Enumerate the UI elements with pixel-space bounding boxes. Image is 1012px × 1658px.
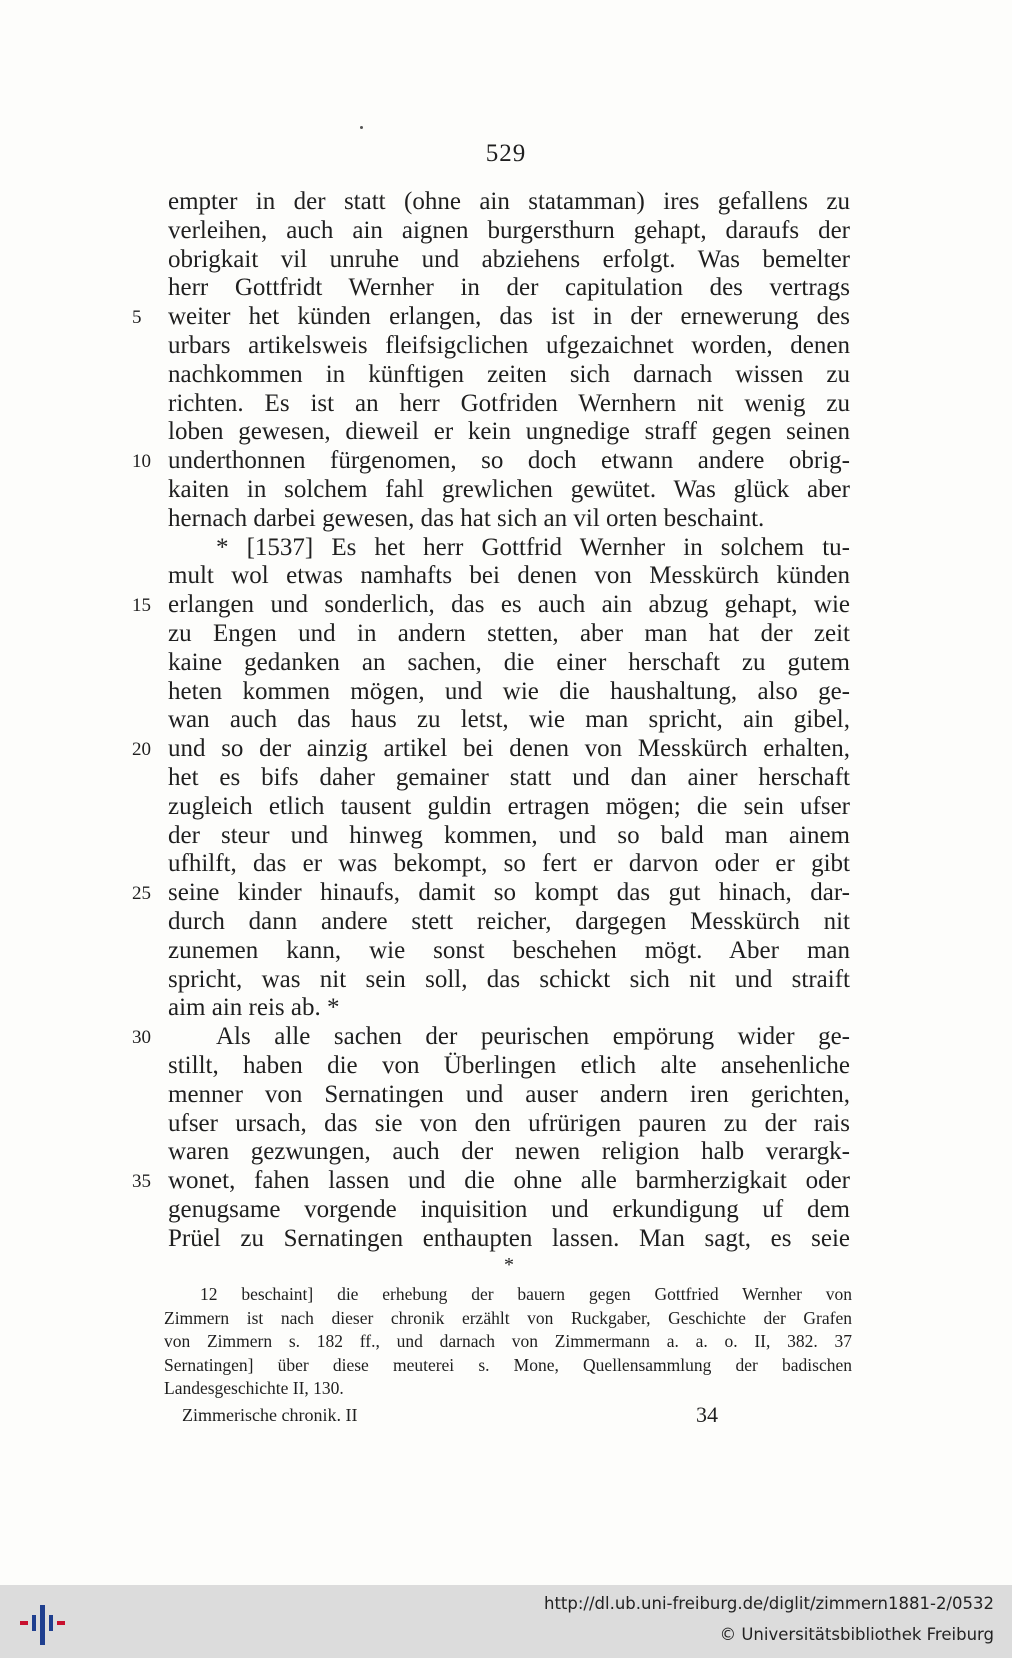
text-line bbox=[168, 706, 850, 735]
line-text: nachkommen in künftigen zeiten sich darnach wissen zu bbox=[168, 360, 850, 388]
text-line bbox=[168, 1081, 850, 1110]
text-line bbox=[168, 850, 850, 879]
line-number: 5 bbox=[132, 307, 142, 329]
speck-mark bbox=[360, 126, 363, 129]
line-text: menner von Sernatingen und auser andern iren gerichten, bbox=[168, 1080, 850, 1108]
text-line bbox=[168, 390, 850, 419]
footnotes bbox=[164, 1283, 852, 1401]
line-number: 35 bbox=[132, 1171, 151, 1193]
line-text: het es bifs daher gemainer statt und dan ainer herschaft bbox=[168, 763, 850, 791]
line-number: 30 bbox=[132, 1027, 151, 1049]
text-line bbox=[168, 1225, 850, 1254]
text-line bbox=[168, 246, 850, 275]
line-text: wan auch das haus zu letst, wie man spricht, ain gibel, bbox=[168, 706, 850, 734]
line-text: richten. Es ist an herr Gotfriden Wernhern nit wenig zu bbox=[168, 389, 850, 417]
footnote-line: 12 beschaint] die erhebung der bauern gegen Gottfried Wernher von bbox=[200, 1284, 852, 1304]
text-line bbox=[168, 620, 850, 649]
line-text: ufser ursach, das sie von den ufrürigen pauren zu der rais bbox=[168, 1109, 850, 1137]
line-text: herr Gottfridt Wernher in der capitulation des vertrags bbox=[168, 274, 850, 302]
footnote-line: Landesgeschichte II, 130. bbox=[164, 1378, 344, 1398]
text-line bbox=[132, 735, 850, 764]
line-text: empter in der statt (ohne ain statamman) ires gefallens zu bbox=[168, 188, 850, 215]
line-text: weiter het künden erlangen, das ist in der ernewerung des bbox=[168, 303, 850, 331]
text-line bbox=[132, 447, 850, 476]
line-number: 20 bbox=[132, 739, 151, 761]
line-text: loben gewesen, dieweil er kein ungnedige straff gegen seinen bbox=[168, 418, 850, 446]
text-line bbox=[168, 534, 850, 563]
line-number: 10 bbox=[132, 451, 151, 473]
line-text: mult wol etwas namhafts bei denen von Messkürch künden bbox=[168, 562, 850, 590]
ub-freiburg-logo-icon[interactable] bbox=[20, 1601, 68, 1645]
line-text: waren gezwungen, auch der newen religion halb verargk- bbox=[168, 1138, 850, 1166]
text-line bbox=[168, 649, 850, 678]
line-text: aim ain reis ab. * bbox=[168, 994, 340, 1022]
line-text: obrigkait vil unruhe und abziehens erfolgt. Was bemelter bbox=[168, 245, 850, 273]
text-line bbox=[132, 591, 850, 620]
line-text: wonet, fahen lassen und die ohne alle barmherzigkait oder bbox=[168, 1167, 850, 1195]
permalink-url[interactable]: http://dl.ub.uni-freiburg.de/diglit/zimmern1881-2/0532 bbox=[544, 1594, 994, 1613]
line-text: seine kinder hinaufs, damit so kompt das gut hinach, dar- bbox=[168, 879, 850, 907]
line-text: stillt, haben die von Überlingen etlich alte ansehenliche bbox=[168, 1051, 850, 1079]
text-line bbox=[168, 678, 850, 707]
text-line bbox=[168, 418, 850, 447]
copyright-notice: © Universitätsbibliothek Freiburg bbox=[719, 1625, 994, 1644]
text-line bbox=[168, 937, 850, 966]
footnote-line: Zimmern ist nach dieser chronik erzählt von Ruckgaber, Geschichte der Grafen bbox=[164, 1307, 852, 1328]
body-text bbox=[132, 188, 850, 1277]
line-text: kaiten in solchem fahl grewlichen gewütet. Was glück aber bbox=[168, 475, 850, 503]
viewer-footer bbox=[0, 1585, 1012, 1658]
line-text: hernach darbei gewesen, das hat sich an vil orten beschaint. bbox=[168, 504, 765, 532]
page-number: 529 bbox=[485, 140, 527, 167]
line-number: 25 bbox=[132, 883, 151, 905]
line-text: underthonnen fürgenomen, so doch etwann andere obrig- bbox=[168, 447, 850, 475]
line-text: Als alle sachen der peurischen empörung wider ge- bbox=[216, 1023, 850, 1051]
text-line bbox=[168, 476, 850, 505]
line-text: genugsame vorgende inquisition und erkundigung uf dem bbox=[168, 1195, 850, 1223]
line-text: durch dann andere stett reicher, dargegen Messkürch nit bbox=[168, 907, 850, 935]
text-line bbox=[168, 966, 850, 995]
text-line bbox=[168, 994, 850, 1023]
line-number: 15 bbox=[132, 595, 151, 617]
text-line bbox=[132, 303, 850, 332]
text-line bbox=[168, 332, 850, 361]
text-line bbox=[168, 1138, 850, 1167]
text-line bbox=[168, 1052, 850, 1081]
text-line bbox=[132, 1167, 850, 1196]
line-text: verleihen, auch ain aignen burgersthurn gehapt, daraufs der bbox=[168, 216, 850, 244]
text-line bbox=[168, 562, 850, 591]
footnote-line: von Zimmern s. 182 ff., und darnach von Zimmermann a. a. o. II, 382. 37 bbox=[164, 1331, 852, 1351]
footnote-line: Sernatingen] über diese meuterei s. Mone, Quellensammlung der badischen bbox=[164, 1354, 852, 1375]
sheet-number: 34 bbox=[696, 1402, 718, 1427]
text-line bbox=[168, 764, 850, 793]
section-star: * bbox=[504, 1254, 514, 1277]
line-text: Prüel zu Sernatingen enthaupten lassen. Man sagt, es seie bbox=[168, 1224, 850, 1252]
text-line bbox=[168, 188, 850, 217]
line-text: kaine gedanken an sachen, die einer herschaft zu gutem bbox=[168, 648, 850, 676]
text-line bbox=[168, 217, 850, 246]
signature-title: Zimmerische chronik. II bbox=[182, 1405, 358, 1425]
text-line bbox=[168, 1196, 850, 1225]
text-line bbox=[168, 822, 850, 851]
line-text: ufhilft, das er was bekompt, so fert er darvon oder er gibt bbox=[168, 850, 850, 878]
text-line bbox=[168, 505, 850, 534]
text-line bbox=[168, 361, 850, 390]
line-text: der steur und hinweg kommen, und so bald man ainem bbox=[168, 821, 850, 849]
line-text: * [1537] Es het herr Gottfrid Wernher in solchem tu- bbox=[216, 533, 850, 561]
line-text: zu Engen und in andern stetten, aber man hat der zeit bbox=[168, 619, 850, 647]
line-text: zunemen kann, wie sonst beschehen mögt. Aber man bbox=[168, 936, 850, 964]
text-line bbox=[168, 1110, 850, 1139]
text-line bbox=[168, 274, 850, 303]
line-text: heten kommen mögen, und wie die haushaltung, also ge- bbox=[168, 677, 850, 705]
text-line bbox=[132, 879, 850, 908]
line-text: und so der ainzig artikel bei denen von Messkürch erhalten, bbox=[168, 735, 850, 763]
line-text: spricht, was nit sein soll, das schickt sich nit und straift bbox=[168, 965, 850, 993]
line-text: zugleich etlich tausent guldin ertragen mögen; die sein ufser bbox=[168, 792, 850, 820]
line-text: urbars artikelsweis fleifsigclichen ufgezaichnet worden, denen bbox=[168, 331, 850, 359]
line-text: erlangen und sonderlich, das es auch ain abzug gehapt, wie bbox=[168, 591, 850, 619]
text-line bbox=[168, 793, 850, 822]
text-line bbox=[168, 908, 850, 937]
text-line bbox=[132, 1023, 850, 1052]
